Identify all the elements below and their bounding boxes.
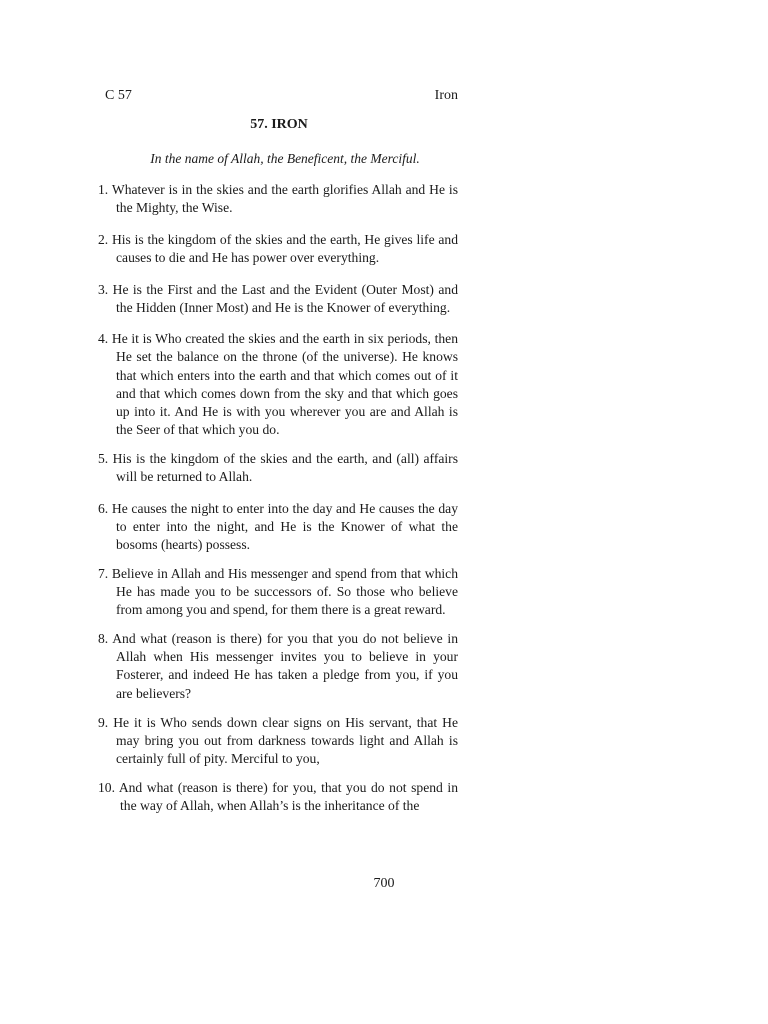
- chapter-code: C 57: [105, 88, 132, 103]
- chapter-name: Iron: [434, 88, 458, 103]
- invocation-line: In the name of Allah, the Beneficent, the Merciful.: [150, 151, 420, 166]
- page-title: 57. IRON: [250, 117, 308, 132]
- verse-8: 8. And what (reason is there) for you that you do not believe in Allah when His messenger invites you to believe in your Fosterer, and indeed He has taken a pledge from you, if you are believers?: [98, 631, 458, 701]
- verse-6: 6. He causes the night to enter into the day and He causes the day to enter into the night, and He is the Knower of what the bosoms (hearts) possess.: [98, 500, 458, 552]
- verse-9: 9. He it is Who sends down clear signs on His servant, that He may bring you out from darkness towards light and Allah is certainly full of pity. Merciful to you,: [98, 714, 458, 766]
- verse-4: 4. He it is Who created the skies and the earth in six periods, then He set the balance on the throne (of the universe). He knows that which enters into the earth and that which comes out of it and that which comes down from the sky and that which goes up into it. And He is with you wherever you are and Allah is the Seer of that which you do.: [98, 331, 458, 437]
- verse-3: 3. He is the First and the Last and the Evident (Outer Most) and the Hidden (Inner Most) and He is the Knower of everything.: [98, 281, 458, 315]
- verse-10: 10. And what (reason is there) for you, that you do not spend in the way of Allah, when Allah’s is the inheritance of the: [98, 779, 458, 813]
- page-number: 700: [373, 876, 395, 891]
- page-body: [98, 86, 458, 820]
- running-header: [98, 86, 458, 106]
- verse-7: 7. Believe in Allah and His messenger and spend from that which He has made you to be successors of. So those who believe from among you and spend, for them there is a great reward.: [98, 565, 458, 618]
- verse-5: 5. His is the kingdom of the skies and the earth, and (all) affairs will be returned to Allah.: [98, 450, 458, 484]
- verse-2: 2. His is the kingdom of the skies and the earth, He gives life and causes to die and He has power over everything.: [98, 231, 458, 265]
- verse-1: 1. Whatever is in the skies and the earth glorifies Allah and He is the Mighty, the Wise.: [98, 182, 458, 216]
- verse-list: [98, 181, 458, 815]
